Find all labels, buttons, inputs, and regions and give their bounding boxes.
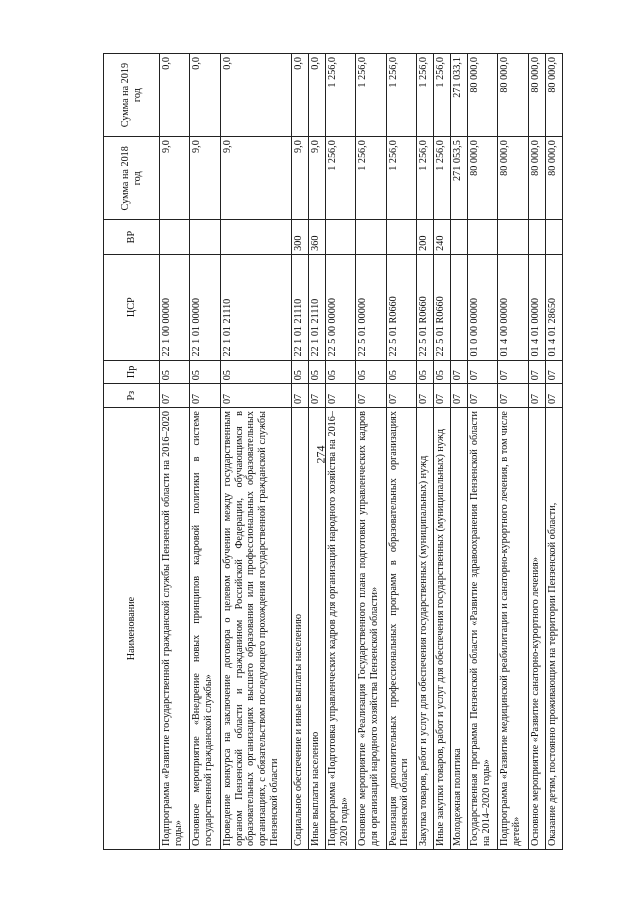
table-row: [545, 54, 562, 850]
table-row: [498, 54, 528, 850]
cell-csr: 01 4 01 00000: [528, 254, 545, 360]
cell-rz: 07: [386, 384, 416, 408]
cell-vr: [386, 220, 416, 254]
table-row: [291, 54, 308, 850]
cell-pr: 07: [528, 360, 545, 384]
table-row: [434, 54, 451, 850]
page-number-text: 274: [313, 445, 328, 464]
table-rotated-wrapper: [103, 53, 563, 850]
cell-csr: 22 1 01 21110: [291, 254, 308, 360]
cell-rz: 07: [528, 384, 545, 408]
cell-vr: [325, 220, 355, 254]
cell-sum-2019: 0,0: [308, 54, 325, 137]
cell-sum-2019: 1 256,0: [434, 54, 451, 137]
cell-vr: [545, 220, 562, 254]
cell-vr: [498, 220, 528, 254]
cell-rz: 07: [451, 384, 468, 408]
cell-csr: 22 5 01 R0660: [386, 254, 416, 360]
cell-pr: 05: [220, 360, 291, 384]
cell-sum-2018: 271 053,5: [451, 137, 468, 220]
cell-vr: [356, 220, 386, 254]
cell-sum-2019: 0,0: [190, 54, 220, 137]
cell-vr: [190, 220, 220, 254]
cell-pr: 05: [291, 360, 308, 384]
table-row: [451, 54, 468, 850]
budget-table: [103, 53, 563, 850]
cell-rz: 07: [325, 384, 355, 408]
header-name: Наименование: [104, 408, 160, 850]
cell-rz: 07: [417, 384, 434, 408]
cell-csr: [451, 254, 468, 360]
cell-sum-2018: 9,0: [190, 137, 220, 220]
table-row: [417, 54, 434, 850]
header-vr: ВР: [104, 220, 160, 254]
cell-csr: 22 1 01 21110: [220, 254, 291, 360]
cell-rz: 07: [220, 384, 291, 408]
cell-vr: [160, 220, 190, 254]
cell-pr: 05: [434, 360, 451, 384]
table-rotated: [103, 53, 563, 850]
cell-csr: 22 1 01 00000: [190, 254, 220, 360]
cell-name: Подпрограмма «Подготовка управленческих кадров для организаций народного хозяйства на 2016–2020 годы»: [325, 408, 355, 850]
cell-sum-2018: 9,0: [220, 137, 291, 220]
cell-csr: 22 1 01 21110: [308, 254, 325, 360]
cell-sum-2019: 1 256,0: [386, 54, 416, 137]
cell-sum-2019: 1 256,0: [356, 54, 386, 137]
cell-name: Иные выплаты населению: [308, 408, 325, 850]
cell-sum-2019: 1 256,0: [417, 54, 434, 137]
cell-pr: 05: [386, 360, 416, 384]
cell-rz: 07: [545, 384, 562, 408]
cell-vr: [220, 220, 291, 254]
cell-pr: 05: [417, 360, 434, 384]
cell-pr: 07: [545, 360, 562, 384]
cell-sum-2018: 1 256,0: [417, 137, 434, 220]
cell-sum-2018: 80 000,0: [468, 137, 498, 220]
cell-name: Иные закупки товаров, работ и услуг для обеспечения государственных (муниципальных) нужд: [434, 408, 451, 850]
cell-csr: 22 1 00 00000: [160, 254, 190, 360]
cell-vr: 300: [291, 220, 308, 254]
cell-rz: 07: [160, 384, 190, 408]
header-sum-2018: Сумма на 2018 год: [104, 137, 160, 220]
cell-vr: 240: [434, 220, 451, 254]
header-csr: ЦСР: [104, 254, 160, 360]
table-row: [220, 54, 291, 850]
cell-sum-2018: 1 256,0: [325, 137, 355, 220]
cell-sum-2019: 0,0: [220, 54, 291, 137]
cell-rz: 07: [468, 384, 498, 408]
cell-name: Основное мероприятие «Развитие санаторно-курортного лечения»: [528, 408, 545, 850]
cell-sum-2018: 80 000,0: [545, 137, 562, 220]
header-sum-2019: Сумма на 2019 год: [104, 54, 160, 137]
cell-sum-2019: 80 000,0: [528, 54, 545, 137]
cell-name: Подпрограмма «Развитие государственной гражданской службы Пензенской области на 2016–2020 годы»: [160, 408, 190, 850]
cell-sum-2019: 1 256,0: [325, 54, 355, 137]
cell-csr: 01 4 00 00000: [498, 254, 528, 360]
cell-pr: 05: [325, 360, 355, 384]
header-pr: Пр: [104, 360, 160, 384]
cell-sum-2019: 80 000,0: [545, 54, 562, 137]
cell-sum-2019: 271 033,1: [451, 54, 468, 137]
cell-name: Государственная программа Пензенской области «Развитие здравоохранения Пензенской области на 2014–2020 годы»: [468, 408, 498, 850]
cell-vr: [451, 220, 468, 254]
cell-vr: 360: [308, 220, 325, 254]
cell-sum-2019: 80 000,0: [468, 54, 498, 137]
cell-name: Основное мероприятие «Реализация Государственного плана подготовки управленческих кадров для организаций народного хозяйства Пензенской области»: [356, 408, 386, 850]
cell-name: Закупка товаров, работ и услуг для обеспечения государственных (муниципальных) нужд: [417, 408, 434, 850]
cell-vr: [468, 220, 498, 254]
table-row: [190, 54, 220, 850]
cell-vr: 200: [417, 220, 434, 254]
cell-sum-2018: 9,0: [160, 137, 190, 220]
table-row: [528, 54, 545, 850]
table-row: [468, 54, 498, 850]
cell-name: Оказание детям, постоянно проживающим на территории Пензенской области,: [545, 408, 562, 850]
cell-sum-2018: 80 000,0: [498, 137, 528, 220]
cell-sum-2018: 9,0: [291, 137, 308, 220]
cell-pr: 07: [468, 360, 498, 384]
table-row: [325, 54, 355, 850]
cell-csr: 01 4 01 28650: [545, 254, 562, 360]
cell-sum-2018: 1 256,0: [386, 137, 416, 220]
cell-rz: 07: [190, 384, 220, 408]
cell-sum-2018: 9,0: [308, 137, 325, 220]
cell-sum-2018: 80 000,0: [528, 137, 545, 220]
cell-pr: 07: [451, 360, 468, 384]
cell-sum-2019: 80 000,0: [498, 54, 528, 137]
cell-pr: 05: [190, 360, 220, 384]
cell-name: Реализация дополнительных профессиональных программ в образовательных организациях Пензенской области: [386, 408, 416, 850]
header-rz: Рз: [104, 384, 160, 408]
cell-vr: [528, 220, 545, 254]
cell-sum-2018: 1 256,0: [356, 137, 386, 220]
cell-rz: 07: [291, 384, 308, 408]
table-row: [160, 54, 190, 850]
cell-name: Проведение конкурса на заключение договора о целевом обучении между государственным органом Пензенской области и гражданином Российской Федерации, обучающимся в образовательных организациях высшего образования или профессиональных образовательных организациях, с обязательством последующего прохождения государственной гражданской службы Пензенской области: [220, 408, 291, 850]
cell-name: Молодежная политика: [451, 408, 468, 850]
cell-csr: 22 5 01 R0660: [417, 254, 434, 360]
cell-csr: 22 5 01 00000: [356, 254, 386, 360]
cell-rz: 07: [308, 384, 325, 408]
cell-name: Основное мероприятие «Внедрение новых принципов кадровой политики в системе государственной гражданской службы»: [190, 408, 220, 850]
cell-sum-2019: 0,0: [160, 54, 190, 137]
cell-rz: 07: [434, 384, 451, 408]
cell-pr: 05: [160, 360, 190, 384]
cell-sum-2019: 0,0: [291, 54, 308, 137]
cell-sum-2018: 1 256,0: [434, 137, 451, 220]
cell-csr: 01 0 00 00000: [468, 254, 498, 360]
cell-csr: 22 5 01 R0660: [434, 254, 451, 360]
table-row: [356, 54, 386, 850]
cell-name: Социальное обеспечение и иные выплаты населению: [291, 408, 308, 850]
cell-rz: 07: [356, 384, 386, 408]
table-header-row: [104, 54, 160, 850]
cell-pr: 05: [308, 360, 325, 384]
cell-csr: 22 5 00 00000: [325, 254, 355, 360]
table-row: [308, 54, 325, 850]
cell-pr: 07: [498, 360, 528, 384]
cell-pr: 05: [356, 360, 386, 384]
cell-rz: 07: [498, 384, 528, 408]
table-row: [386, 54, 416, 850]
cell-name: Подпрограмма «Развитие медицинской реабилитации и санаторно-курортного лечения, в том числе детей»: [498, 408, 528, 850]
